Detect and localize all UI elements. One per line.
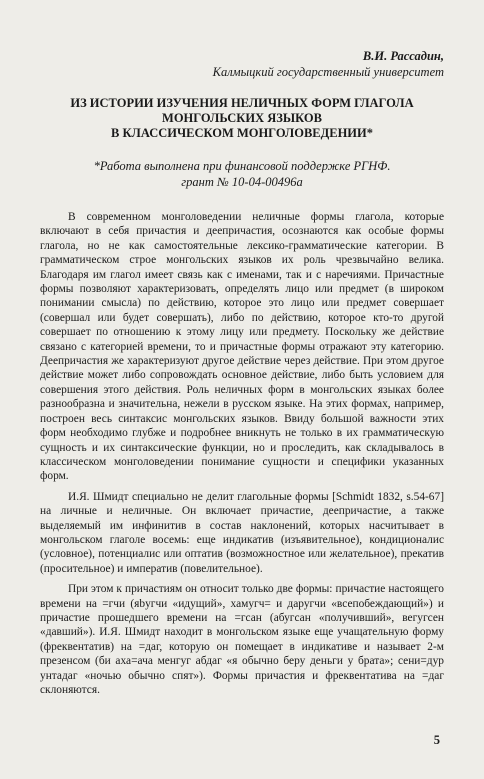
grant-footnote — [40, 158, 444, 190]
paragraph: При этом к причастиям он относит только две формы: причастие настоящего времени на =гчи (яbугчи «идущий», хамугч= и даругчи «всепобеждающий») и причастие прошедшего времени на =гсан (абугсан «получивший», вегугсен «давший»). И.Я. Шмидт находит в монгольском языке еще учащательную форму (фреквентатив) на =даг, которую он помещает в индикативе и называет 2-м презенсом (би аха=ача менгуг абдаг «я обычно беру деньги у брата»; сени=дур унтадаг «ночью обычно спят»). Формы причастия и фреквентатива на =даг склоняются. — [40, 583, 444, 696]
title-line: ИЗ ИСТОРИИ ИЗУЧЕНИЯ НЕЛИЧНЫХ ФОРМ ГЛАГОЛА — [70, 96, 414, 110]
paragraph: В современном монголоведении неличные формы глагола, которые включают в себя причастия и деепричастия, осознаются как особые формы глагола, но не как самостоятельные лексико-грамматические категории. В грамматическом строе монгольских языков их роль чрезвычайно велика. Благодаря им глагол имеет связь как с именами, так и с наречиями. Причастные формы позволяют характеризовать, определять лицо или предмет (в широком понимании смысла) по действию, которое это лицо или предмет совершает (совершал или будет совершать), либо по действию, которое кто-то другой совершает по отношению к этому лицу или предмету. Поскольку же действие связано с категорией времени, то и причастные формы отражают эту категорию. Деепричастия же характеризуют другое действие через действие. При этом другое действие может либо сопровождать основное действие, либо быть условием для совершения этого действия. Роль неличных форм в монгольских языках более разнообразна и значительна, нежели в русском языке. На этих формах, например, построен весь синтаксис монгольских языков. Ввиду большой важности этих форм необходимо глубже и подробнее вникнуть не только в их грамматическую сущность и их синтаксические функции, но и проследить, как складывалось в классическом монголоведении понимание сущности и специфики указанных форм. — [40, 211, 444, 483]
title-line: В КЛАССИЧЕСКОМ МОНГОЛОВЕДЕНИИ* — [110, 126, 373, 140]
title-line: МОНГОЛЬСКИХ ЯЗЫКОВ — [162, 111, 322, 125]
page-number: 5 — [433, 733, 440, 747]
article-title — [40, 96, 444, 141]
paragraph: И.Я. Шмидт специально не делит глагольные формы [Schmidt 1832, s.54-67] на личные и неличные. Он включает причастие, деепричастие, а также выделяемый им инфинитив в состав наклонений, которых насчитывает в монгольском глаголе восемь: еще индикатив (изъявительное), кондиционалис (условное), потенциалис или оптатив (возможностное или желательное), прекатив (просительное) и императив (повелительное). — [40, 490, 444, 575]
author-block — [84, 48, 444, 80]
author-affiliation: Калмыцкий государственный университет — [212, 65, 444, 79]
grant-line: *Работа выполнена при финансовой поддержке РГНФ. — [93, 159, 391, 173]
article-body — [40, 210, 444, 703]
author-name: В.И. Рассадин, — [362, 49, 444, 63]
grant-line: грант № 10-04-00496а — [181, 175, 303, 189]
